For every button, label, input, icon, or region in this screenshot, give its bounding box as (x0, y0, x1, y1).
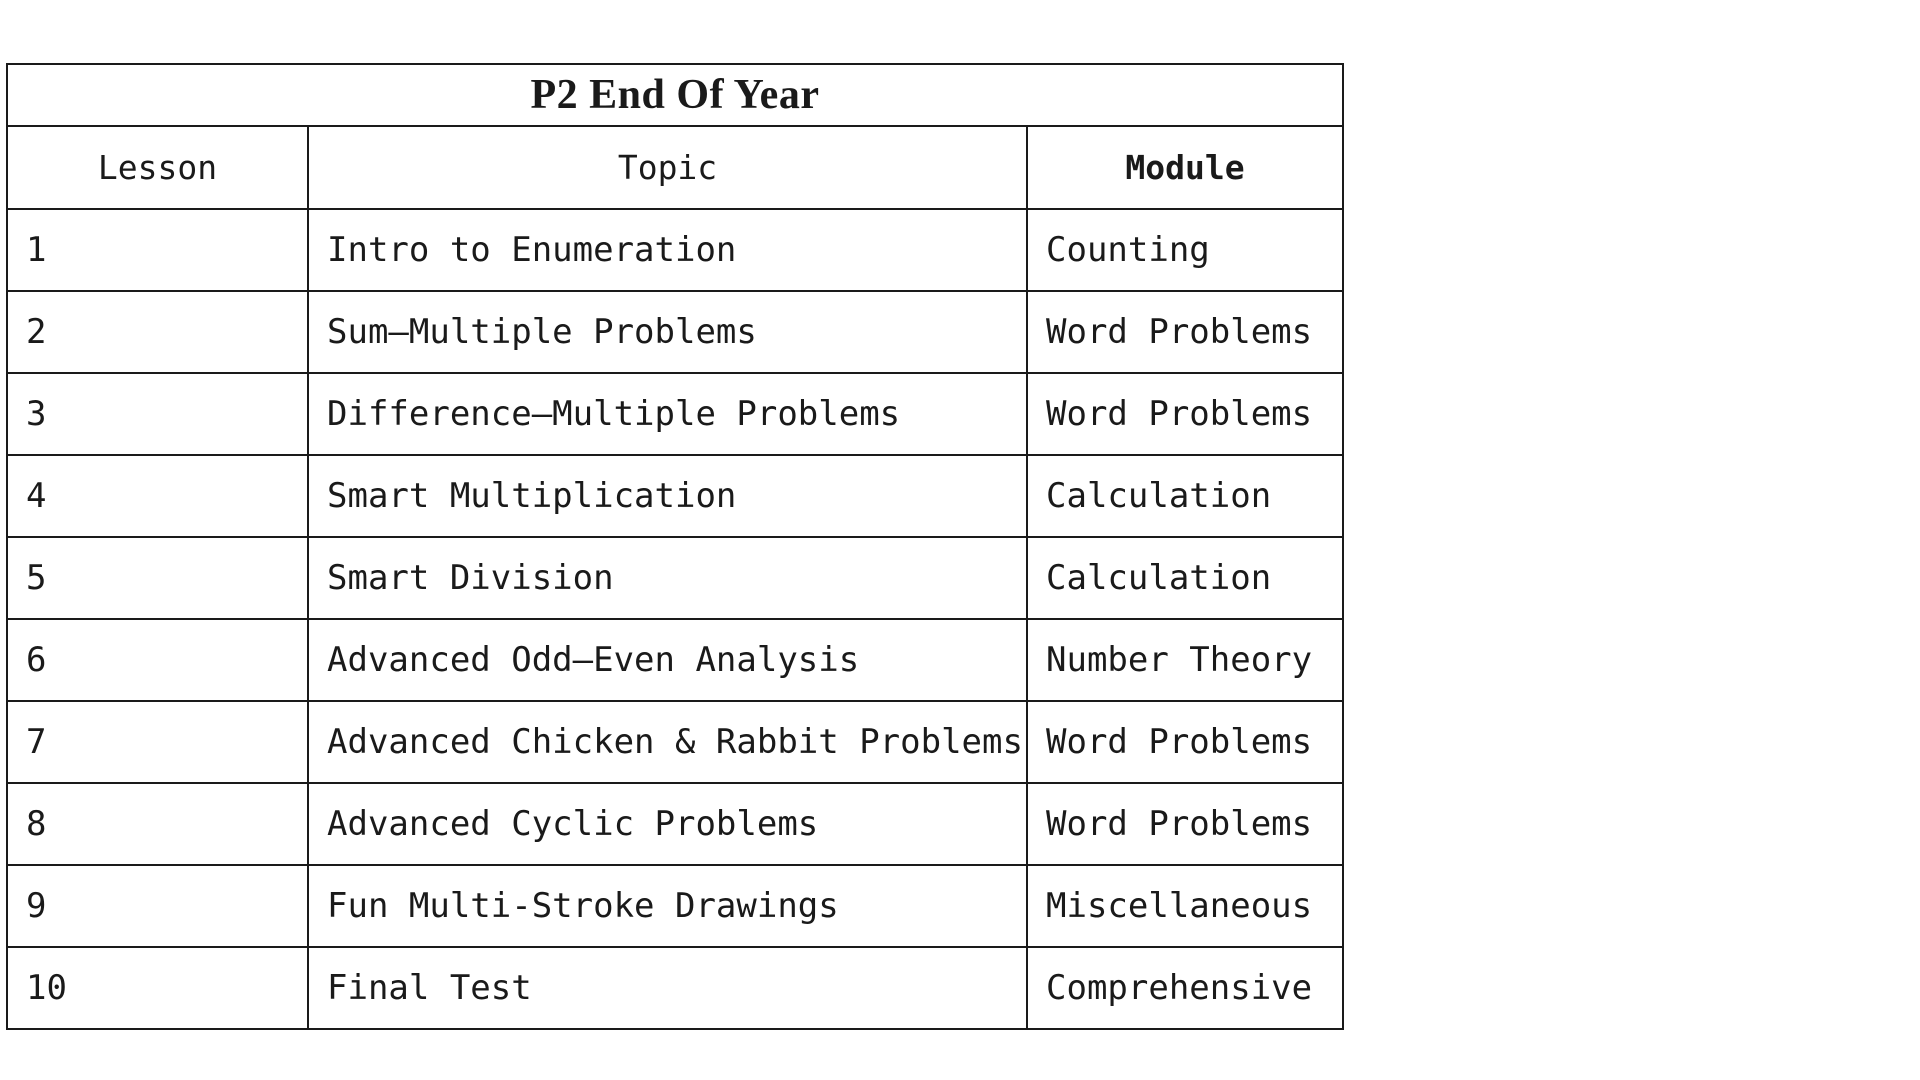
topic-column-header: Topic (308, 126, 1027, 209)
lesson-column-header: Lesson (7, 126, 308, 209)
table-row (7, 537, 1343, 619)
topic-cell: Advanced Chicken & Rabbit Problems (308, 701, 1027, 783)
module-cell: Word Problems (1027, 783, 1343, 865)
table-row (7, 209, 1343, 291)
table-row (7, 291, 1343, 373)
table-title-row (7, 64, 1343, 126)
topic-cell: Difference–Multiple Problems (308, 373, 1027, 455)
table-row (7, 865, 1343, 947)
topic-cell: Fun Multi-Stroke Drawings (308, 865, 1027, 947)
topic-cell: Smart Division (308, 537, 1027, 619)
table-row (7, 619, 1343, 701)
lesson-number-cell: 5 (7, 537, 308, 619)
lesson-number-cell: 4 (7, 455, 308, 537)
table-row (7, 947, 1343, 1029)
lesson-number-cell: 1 (7, 209, 308, 291)
table-row (7, 455, 1343, 537)
table-row (7, 373, 1343, 455)
table-row (7, 783, 1343, 865)
table-row (7, 701, 1343, 783)
lesson-number-cell: 3 (7, 373, 308, 455)
lesson-number-cell: 7 (7, 701, 308, 783)
topic-cell: Smart Multiplication (308, 455, 1027, 537)
module-cell: Number Theory (1027, 619, 1343, 701)
topic-cell: Sum–Multiple Problems (308, 291, 1027, 373)
module-cell: Calculation (1027, 455, 1343, 537)
topic-cell: Final Test (308, 947, 1027, 1029)
module-cell: Word Problems (1027, 373, 1343, 455)
topic-cell: Intro to Enumeration (308, 209, 1027, 291)
module-cell: Counting (1027, 209, 1343, 291)
module-column-header: Module (1027, 126, 1343, 209)
topic-cell: Advanced Cyclic Problems (308, 783, 1027, 865)
module-cell: Miscellaneous (1027, 865, 1343, 947)
lesson-number-cell: 10 (7, 947, 308, 1029)
lesson-schedule-table (6, 63, 1344, 1030)
topic-cell: Advanced Odd–Even Analysis (308, 619, 1027, 701)
lesson-number-cell: 2 (7, 291, 308, 373)
table-title: P2 End Of Year (7, 64, 1343, 126)
module-cell: Word Problems (1027, 291, 1343, 373)
lesson-number-cell: 8 (7, 783, 308, 865)
module-cell: Calculation (1027, 537, 1343, 619)
module-cell: Comprehensive (1027, 947, 1343, 1029)
lesson-number-cell: 6 (7, 619, 308, 701)
lesson-number-cell: 9 (7, 865, 308, 947)
table-header-row (7, 126, 1343, 209)
module-cell: Word Problems (1027, 701, 1343, 783)
